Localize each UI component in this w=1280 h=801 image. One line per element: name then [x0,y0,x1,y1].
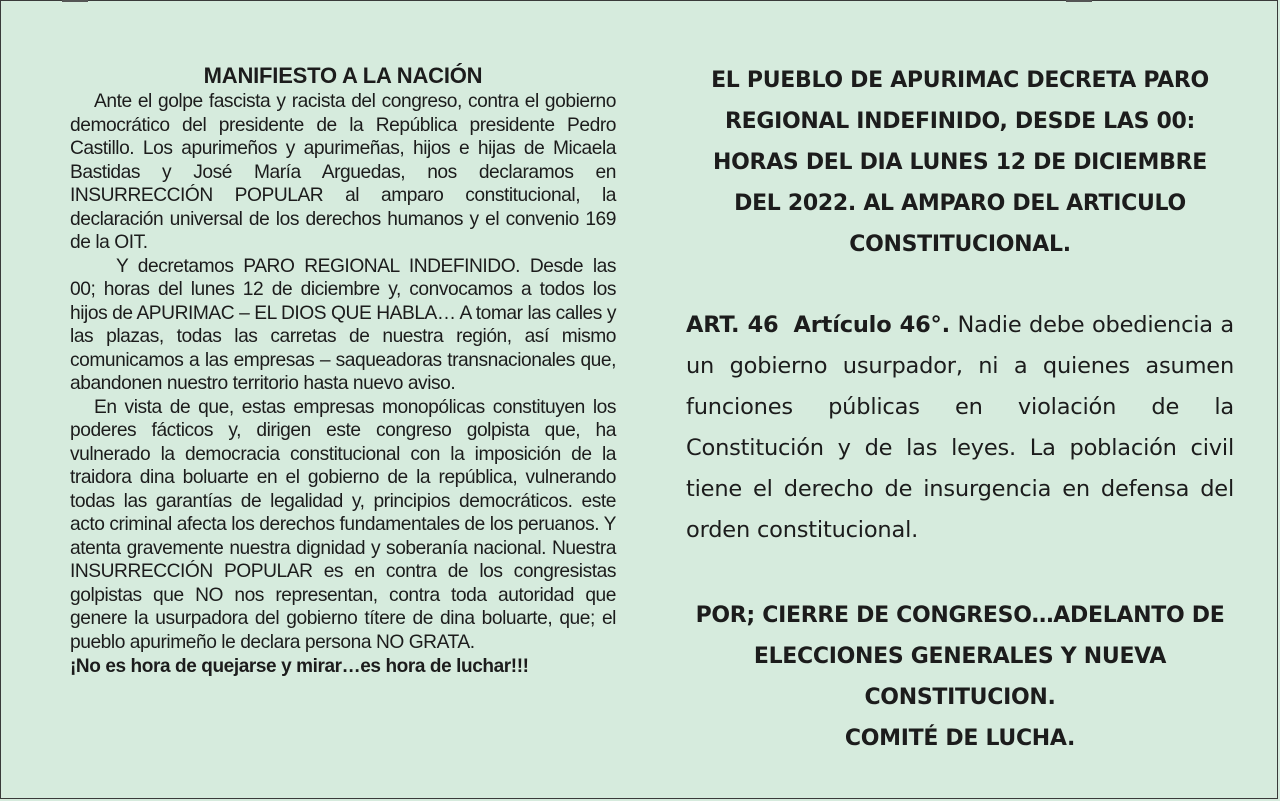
decree-line: CONSTITUCIONAL. [849,232,1071,257]
signature: COMITÉ DE LUCHA. [844,726,1076,751]
manifesto-paragraph-3: En vista de que, estas empresas monopólicas constituyen los poderes fácticos y, dirigen este congreso golpista que, ha vulnerado la democracia constitucional con la imposición de la traidora dina boluarte en el gobierno de la república, vulnerando todas las garantías de legalidad y, principios democráticos. este acto criminal afecta los derechos fundamentales de los peruanos. Y atenta gravemente nuestra dignidad y soberanía nacional. Nuestra INSURRECCIÓN POPULAR es en contra de los congresistas golpistas que NO nos representan, contra toda autoridad que genere la usurpadora del gobierno títere de dina boluarte, que; el pueblo apurimeño le declara persona NO GRATA. [70,396,616,653]
article-label: ART. 46 [686,312,779,338]
demand-line: ELECCIONES GENERALES Y NUEVA [753,644,1167,669]
demands-block [686,595,1234,759]
demand-line: CONSTITUCION. [864,685,1056,710]
manifesto-closing-slogan: ¡No es hora de quejarse y mirar…es hora de luchar!!! [70,656,529,677]
crop-mark-right [1066,0,1092,2]
demand-line: POR; CIERRE DE CONGRESO…ADELANTO DE [695,603,1225,628]
crop-mark-left [62,0,88,2]
manifesto-paragraph-1: Ante el golpe fascista y racista del congreso, contra el gobierno democrático del presidente de la República presidente Pedro Castillo. Los apurimeños y apurimeñas, hijos e hijas de Micaela Bastidas y José María Arguedas, nos declaramos en INSURRECCIÓN POPULAR al amparo constitucional, la declaración universal de los derechos humanos y el convenio 169 de la OIT. [70,91,616,253]
decree-line: DEL 2022. AL AMPARO DEL ARTICULO [734,191,1186,216]
manifesto-paragraph-2: Y decretamos PARO REGIONAL INDEFINIDO. Desde las 00; horas del lunes 12 de diciembre y, convocamos a todos los hijos de APURIMAC – EL DIOS QUE HABLA… A tomar las calles y las plazas, todas las carretas de nuestra región, así mismo comunicamos a las empresas – saqueadoras transnacionales que, abandonen nuestro territorio hasta nuevo aviso. [70,255,616,394]
decree-column [686,60,1234,759]
decree-heading [686,60,1234,265]
decree-line: EL PUEBLO DE APURIMAC DECRETA PARO [711,68,1209,93]
article-46-block [686,305,1234,551]
manifesto-column [70,62,616,679]
decree-line: REGIONAL INDEFINIDO, DESDE LAS 00: [724,109,1196,134]
manifesto-title: MANIFIESTO A LA NACIÓN [203,63,483,88]
article-text: Nadie debe obediencia a un gobierno usurpador, ni a quienes asumen funciones públicas en violación de la Constitución y de las leyes. La población civil tiene el derecho de insurgencia en defensa del orden constitucional. [686,312,1234,543]
article-heading: Artículo 46°. [793,312,950,338]
decree-line: HORAS DEL DIA LUNES 12 DE DICIEMBRE [713,150,1207,175]
